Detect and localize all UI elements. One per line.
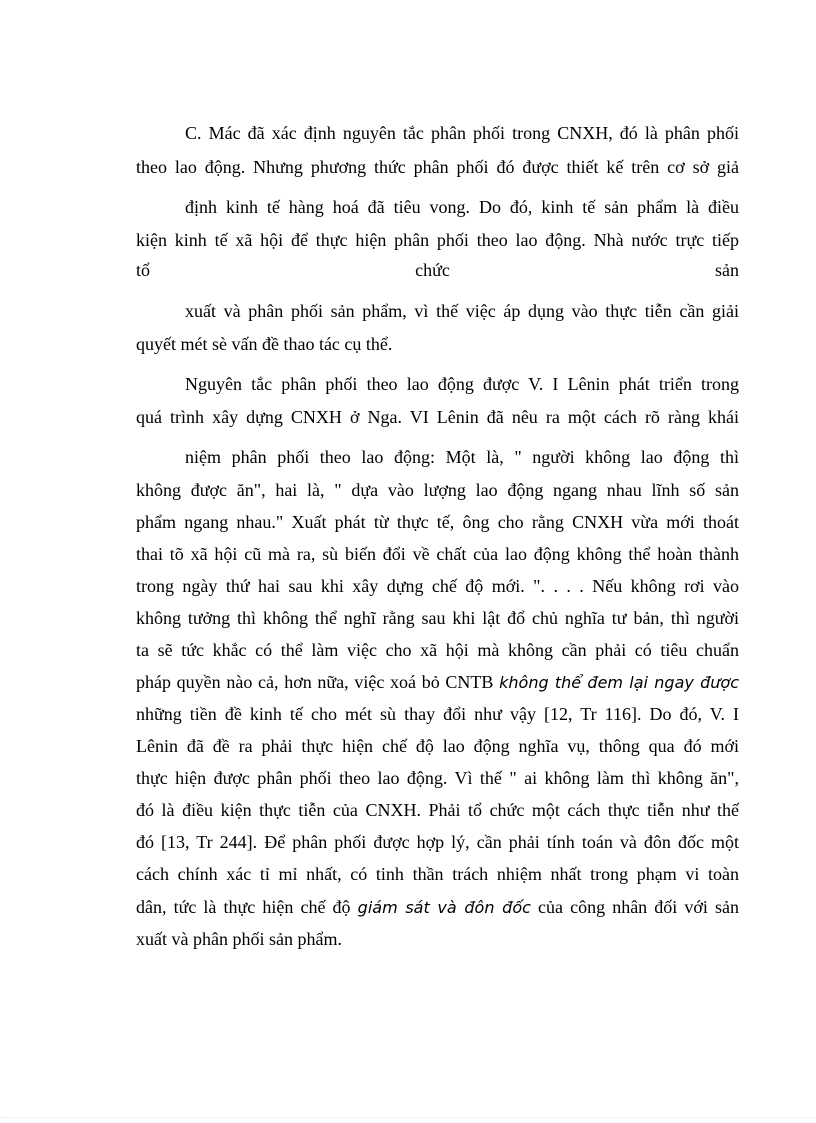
p2-line-17-text-a: dân, tức là thực hiện chế độ [136,897,358,917]
p2-line-1: Nguyên tắc phân phối theo lao động được V. I Lênin phát triển trong [185,374,739,394]
p2-line-2: quá trình xây dựng CNXH ở Nga. VI Lênin đã nêu ra một cách rõ ràng khái [136,407,739,427]
p2-line-17 [136,896,739,919]
page-bottom-divider [0,1117,816,1118]
p2-line-6: thai tõ xã hội cũ mà ra, sù biến đổi về chất của lao động không thể hoàn thành [136,544,739,564]
p2-line-16: cách chính xác tỉ mỉ nhất, có tinh thần trách nhiệm nhất trong phạm vi toàn [136,864,739,884]
p2-line-9: ta sẽ tức khắc có thể làm việc cho xã hội mà không cần phải có tiêu chuẩn [136,640,739,660]
p1-line-5: tổ chức sản [136,260,739,280]
p1-line-7: quyết mét sè vấn đề thao tác cụ thể. [136,334,393,354]
p2-line-17-italic: giám sát và đôn đốc [357,898,531,917]
p2-line-5: phẩm ngang nhau." Xuất phát từ thực tế, ông cho rằng CNXH vừa mới thoát [136,512,739,532]
p1-line-3: định kinh tế hàng hoá đã tiêu vong. Do đó, kinh tế sản phẩm là điều [185,197,739,217]
p2-line-13: thực hiện được phân phối theo lao động. Vì thế " ai không làm thì không ăn", [136,768,739,788]
p2-line-10-text: pháp quyền nào cả, hơn nữa, việc xoá bỏ CNTB [136,672,500,692]
p1-line-1: C. Mác đã xác định nguyên tắc phân phối trong CNXH, đó là phân phối [185,123,739,143]
p2-line-18: xuất và phân phối sản phẩm. [136,929,342,949]
p1-line-4: kiện kinh tế xã hội để thực hiện phân phối theo lao động. Nhà nước trực tiếp [136,230,739,250]
p2-line-17-text-b: của công nhân đối với sản [530,897,739,917]
p2-line-7: trong ngày thứ hai sau khi xây dựng chế độ mới. ". . . . Nếu không rơi vào [136,576,739,596]
p1-line-6: xuất và phân phối sản phẩm, vì thế việc áp dụng vào thực tiễn cần giải [185,301,739,321]
p2-line-12: Lênin đã đề ra phải thực hiện chế độ lao động nghĩa vụ, thông qua đó mới [136,736,739,756]
p2-line-10-italic: không thể đem lại ngay được [499,673,740,692]
p2-line-15: đó [13, Tr 244]. Để phân phối được hợp lý, cần phải tính toán và đôn đốc một [136,832,739,852]
p2-line-3: niệm phân phối theo lao động: Một là, " người không lao động thì [185,447,739,467]
p2-line-4: không được ăn", hai là, " dựa vào lượng lao động ngang nhau lĩnh số sản [136,480,739,500]
p2-line-10 [136,671,739,694]
p1-line-2: theo lao động. Nhưng phương thức phân phối đó được thiết kế trên cơ sở giả [136,157,739,177]
p2-line-11: những tiền đề kinh tế cho mét sù thay đổi như vậy [12, Tr 116]. Do đó, V. I [136,704,739,724]
p2-line-8: không tưởng thì không thể nghĩ rằng sau khi lật đổ chủ nghĩa tư bản, thì người [136,608,739,628]
p2-line-14: đó là điều kiện thực tiễn của CNXH. Phải tổ chức một cách thực tiễn như thế [136,800,739,820]
